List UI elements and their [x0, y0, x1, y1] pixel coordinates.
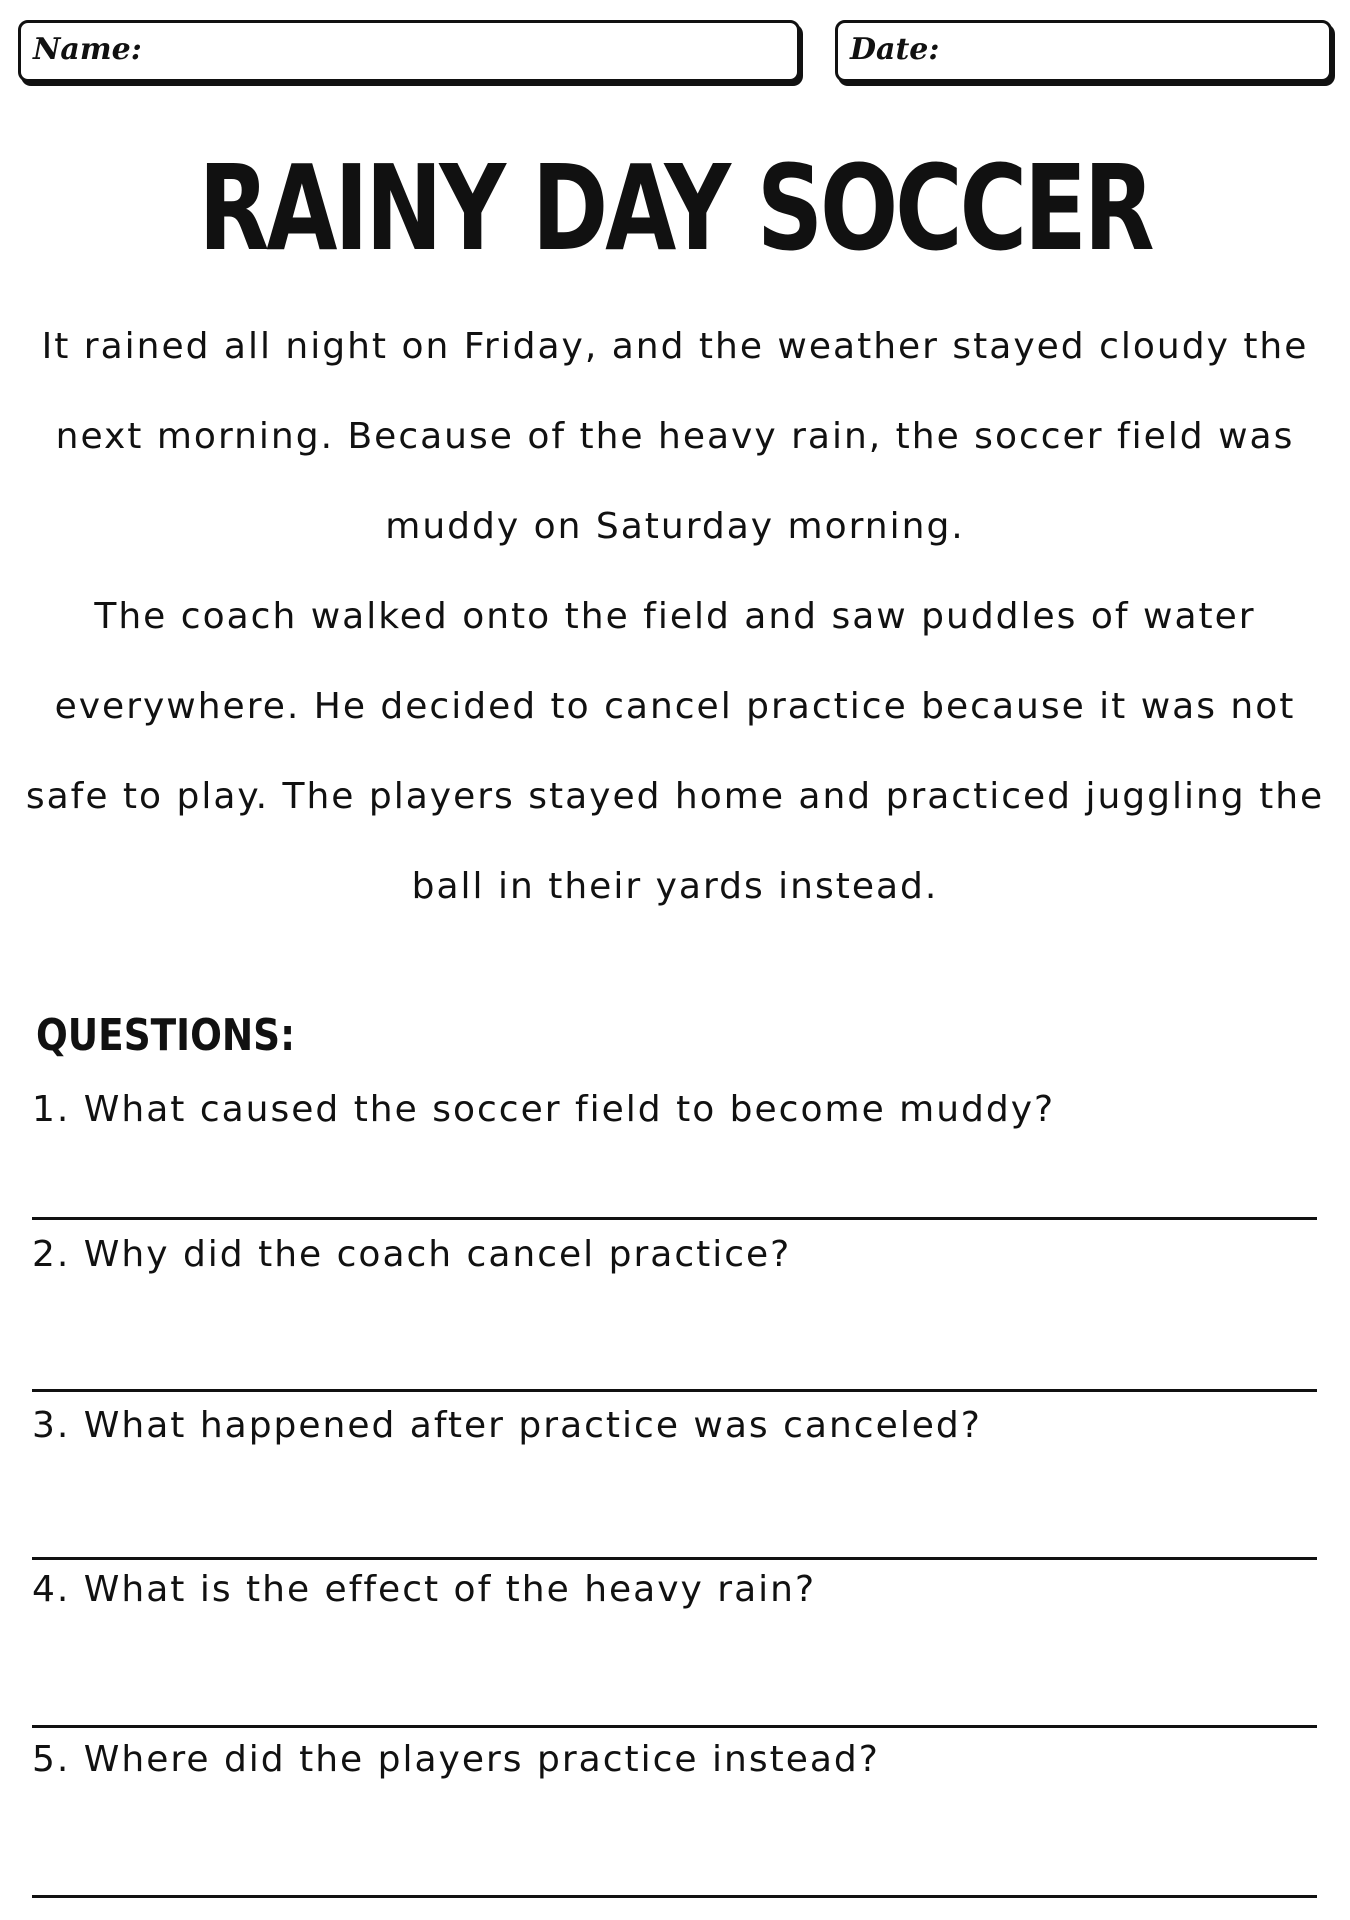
date-field[interactable] — [835, 20, 1332, 82]
question-2: 2. Why did the coach cancel practice? — [32, 1234, 792, 1275]
question-3: 3. What happened after practice was canceled? — [32, 1405, 982, 1446]
answer-line-3[interactable] — [32, 1557, 1317, 1560]
name-label: Name: — [33, 32, 142, 67]
passage-paragraph-1: It rained all night on Friday, and the weather stayed cloudy the next morning. Because of the heavy rain, the soccer field was muddy on Saturday morning. — [41, 326, 1309, 547]
name-field[interactable] — [18, 20, 800, 82]
questions-heading: QUESTIONS: — [36, 1010, 296, 1061]
answer-line-1[interactable] — [32, 1217, 1317, 1220]
answer-line-4[interactable] — [32, 1725, 1317, 1728]
question-4: 4. What is the effect of the heavy rain? — [32, 1569, 817, 1610]
reading-passage — [20, 302, 1330, 932]
answer-line-5[interactable] — [32, 1895, 1317, 1898]
question-1: 1. What caused the soccer field to become muddy? — [32, 1089, 1056, 1130]
question-5: 5. Where did the players practice instead? — [32, 1739, 880, 1780]
date-label: Date: — [850, 32, 940, 67]
passage-paragraph-2: The coach walked onto the field and saw puddles of water everywhere. He decided to cancel practice because it was not safe to play. The players stayed home and practiced juggling the ball in their yards instead. — [25, 596, 1325, 907]
worksheet-title: RAINY DAY SOCCER — [198, 139, 1152, 277]
answer-line-2[interactable] — [32, 1389, 1317, 1392]
